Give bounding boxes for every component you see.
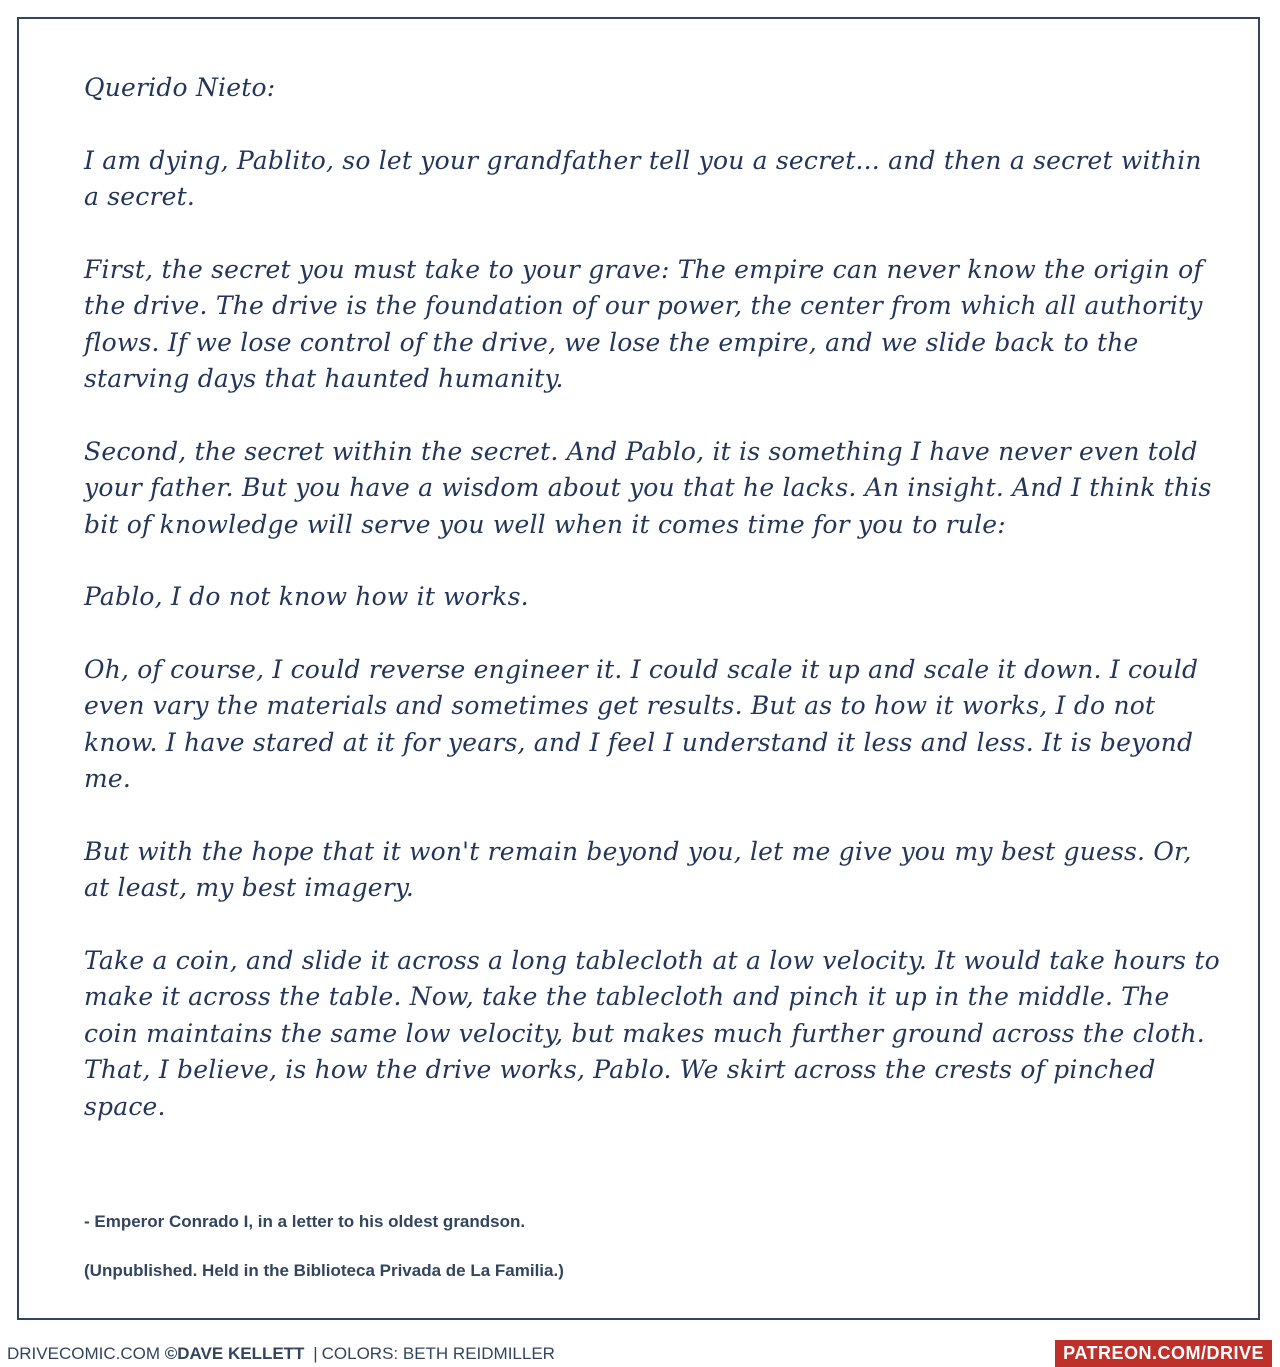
letter-paragraph-7: Take a coin, and slide it across a long tablecloth at a low velocity. It would take hours to make it across the table. Now, take the tablecloth and pinch it up in the middle. The coin maintains the same low velocity, but makes much further ground across the cloth. That, I believe, is how the drive works, Pablo. We skirt across the crests of pinched space. bbox=[84, 945, 1220, 1121]
letter-paragraph-2: First, the secret you must take to your grave: The empire can never know the origin of the drive. The drive is the foundation of our power, the center from which all authority flows. If we lose control of the drive, we lose the empire, and we slide back to the starving days that haunted humanity. bbox=[84, 254, 1203, 393]
letter-greeting: Querido Nieto: bbox=[84, 73, 276, 102]
letter-paragraph-4: Pablo, I do not know how it works. bbox=[84, 582, 529, 611]
letter-paragraph-5: Oh, of course, I could reverse engineer it. I could scale it up and scale it down. I could even vary the materials and sometimes get results. But as to how it works, I do not know. I have stared at it for years, and I feel I understand it less and less. It is beyond me. bbox=[84, 654, 1199, 793]
colors-credit: COLORS: BETH REIDMILLER bbox=[321, 1344, 555, 1363]
site-link[interactable]: DRIVECOMIC.COM bbox=[7, 1344, 160, 1363]
letter-paragraph-6: But with the hope that it won't remain beyond you, let me give you my best guess. Or, at least, my best imagery. bbox=[84, 836, 1192, 902]
author-credit: ©DAVE KELLETT bbox=[164, 1344, 305, 1363]
letter-paragraph-1: I am dying, Pablito, so let your grandfather tell you a secret... and then a secret within a secret. bbox=[84, 145, 1202, 211]
handwritten-letter bbox=[84, 70, 1224, 1161]
attribution-line: - Emperor Conrado I, in a letter to his oldest grandson. bbox=[84, 1212, 526, 1231]
footer-separator: | bbox=[313, 1344, 318, 1363]
source-note: (Unpublished. Held in the Biblioteca Privada de La Familia.) bbox=[84, 1261, 564, 1280]
patreon-link[interactable]: PATREON.COM/DRIVE bbox=[1055, 1340, 1272, 1367]
footer-credits bbox=[7, 1343, 555, 1365]
letter-paragraph-3: Second, the secret within the secret. And Pablo, it is something I have never even told your father. But you have a wisdom about you that he lacks. An insight. And I think this bit of knowledge will serve you well when it comes time for you to rule: bbox=[84, 436, 1212, 539]
